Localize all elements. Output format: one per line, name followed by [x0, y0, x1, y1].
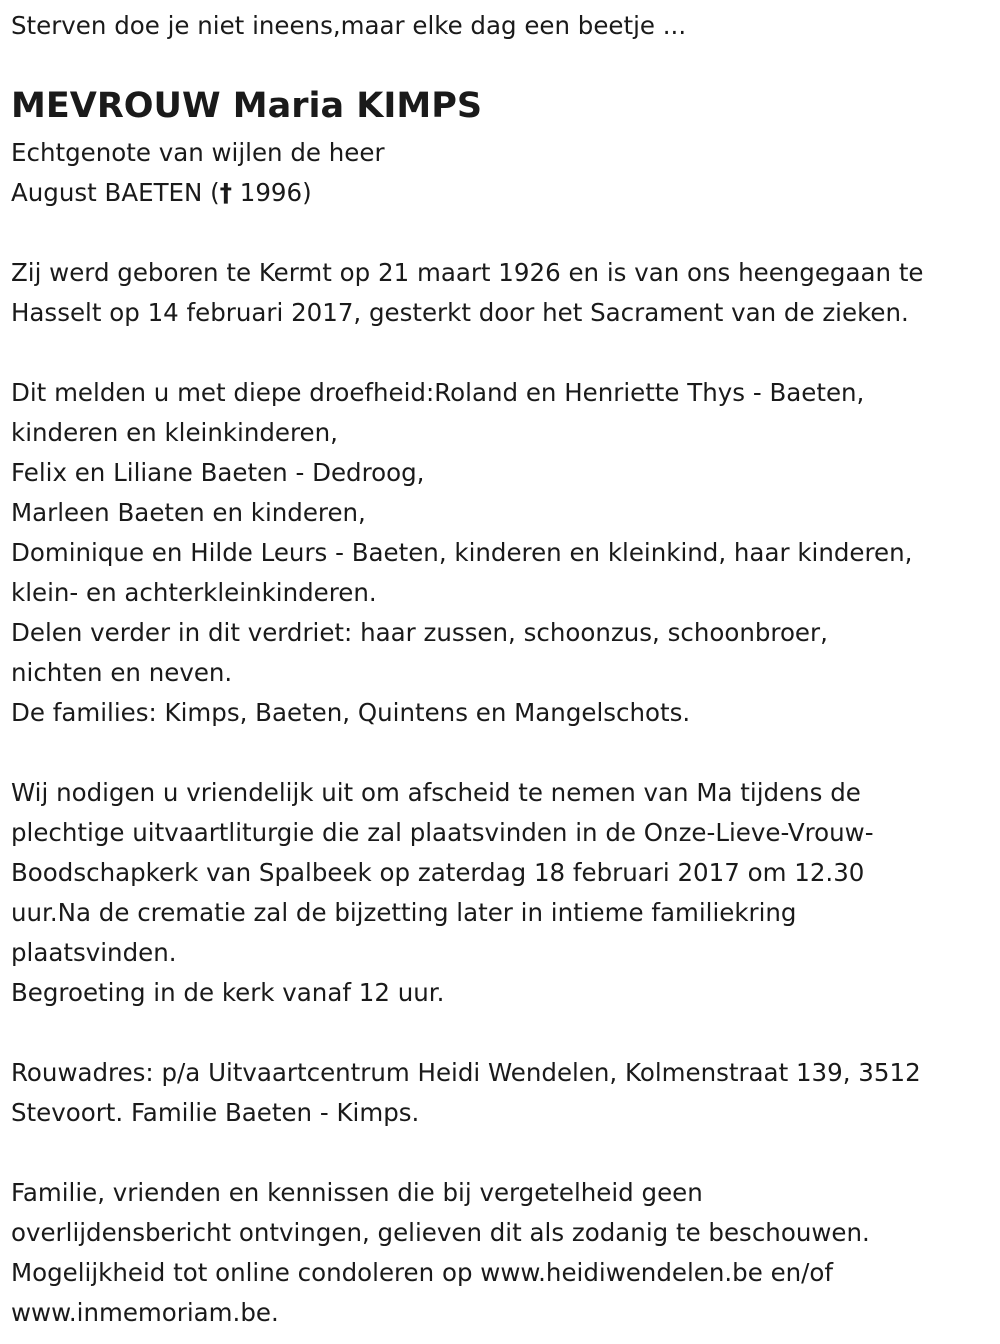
spouse-name: August BAETEN ( — [11, 178, 220, 207]
paragraph-line: De families: Kimps, Baeten, Quintens en Mangelschots. — [11, 698, 691, 727]
address-paragraph — [11, 1053, 921, 1133]
spouse-line-2 — [11, 173, 385, 213]
paragraph-line: kinderen en kleinkinderen, — [11, 418, 338, 447]
paragraph-line: Boodschapkerk van Spalbeek op zaterdag 18 februari 2017 om 12.30 — [11, 858, 865, 887]
tagline: Sterven doe je niet ineens,maar elke dag een beetje ... — [11, 11, 687, 40]
paragraph-line: Hasselt op 14 februari 2017, gesterkt door het Sacrament van de zieken. — [11, 298, 909, 327]
paragraph-line: klein- en achterkleinkinderen. — [11, 578, 377, 607]
paragraph-line: Mogelijkheid tot online condoleren op www.heidiwendelen.be en/of — [11, 1258, 834, 1287]
paragraph-line: Zij werd geboren te Kermt op 21 maart 1926 en is van ons heengegaan te — [11, 258, 924, 287]
paragraph-line: plaatsvinden. — [11, 938, 177, 967]
paragraph-line: uur.Na de crematie zal de bijzetting later in intieme familiekring — [11, 898, 797, 927]
paragraph-line: nichten en neven. — [11, 658, 233, 687]
paragraph-line: Familie, vrienden en kennissen die bij vergetelheid geen — [11, 1178, 703, 1207]
paragraph-line: Marleen Baeten en kinderen, — [11, 498, 366, 527]
spouse-death-year: 1996) — [231, 178, 312, 207]
paragraph-line: Dominique en Hilde Leurs - Baeten, kinderen en kleinkind, haar kinderen, — [11, 538, 913, 567]
paragraph-line: Dit melden u met diepe droefheid:Roland en Henriette Thys - Baeten, — [11, 378, 865, 407]
paragraph-line: Wij nodigen u vriendelijk uit om afscheid te nemen van Ma tijdens de — [11, 778, 861, 807]
cross-icon: † — [219, 178, 232, 207]
paragraph-line: Rouwadres: p/a Uitvaartcentrum Heidi Wendelen, Kolmenstraat 139, 3512 — [11, 1058, 921, 1087]
paragraph-line: Begroeting in de kerk vanaf 12 uur. — [11, 978, 445, 1007]
paragraph-line: www.inmemoriam.be. — [11, 1298, 279, 1327]
ceremony-paragraph — [11, 773, 874, 1013]
spouse-line-1: Echtgenote van wijlen de heer — [11, 138, 385, 167]
mourners-paragraph — [11, 373, 912, 733]
notice-paragraph — [11, 1173, 870, 1333]
paragraph-line: Felix en Liliane Baeten - Dedroog, — [11, 458, 425, 487]
paragraph-line: plechtige uitvaartliturgie die zal plaatsvinden in de Onze-Lieve-Vrouw- — [11, 818, 874, 847]
paragraph-line: Delen verder in dit verdriet: haar zussen, schoonzus, schoonbroer, — [11, 618, 828, 647]
spouse-block — [11, 133, 385, 213]
deceased-name: MEVROUW Maria KIMPS — [11, 86, 483, 126]
paragraph-line: overlijdensbericht ontvingen, gelieven dit als zodanig te beschouwen. — [11, 1218, 870, 1247]
paragraph-line: Stevoort. Familie Baeten - Kimps. — [11, 1098, 420, 1127]
birth-death-paragraph — [11, 253, 924, 333]
